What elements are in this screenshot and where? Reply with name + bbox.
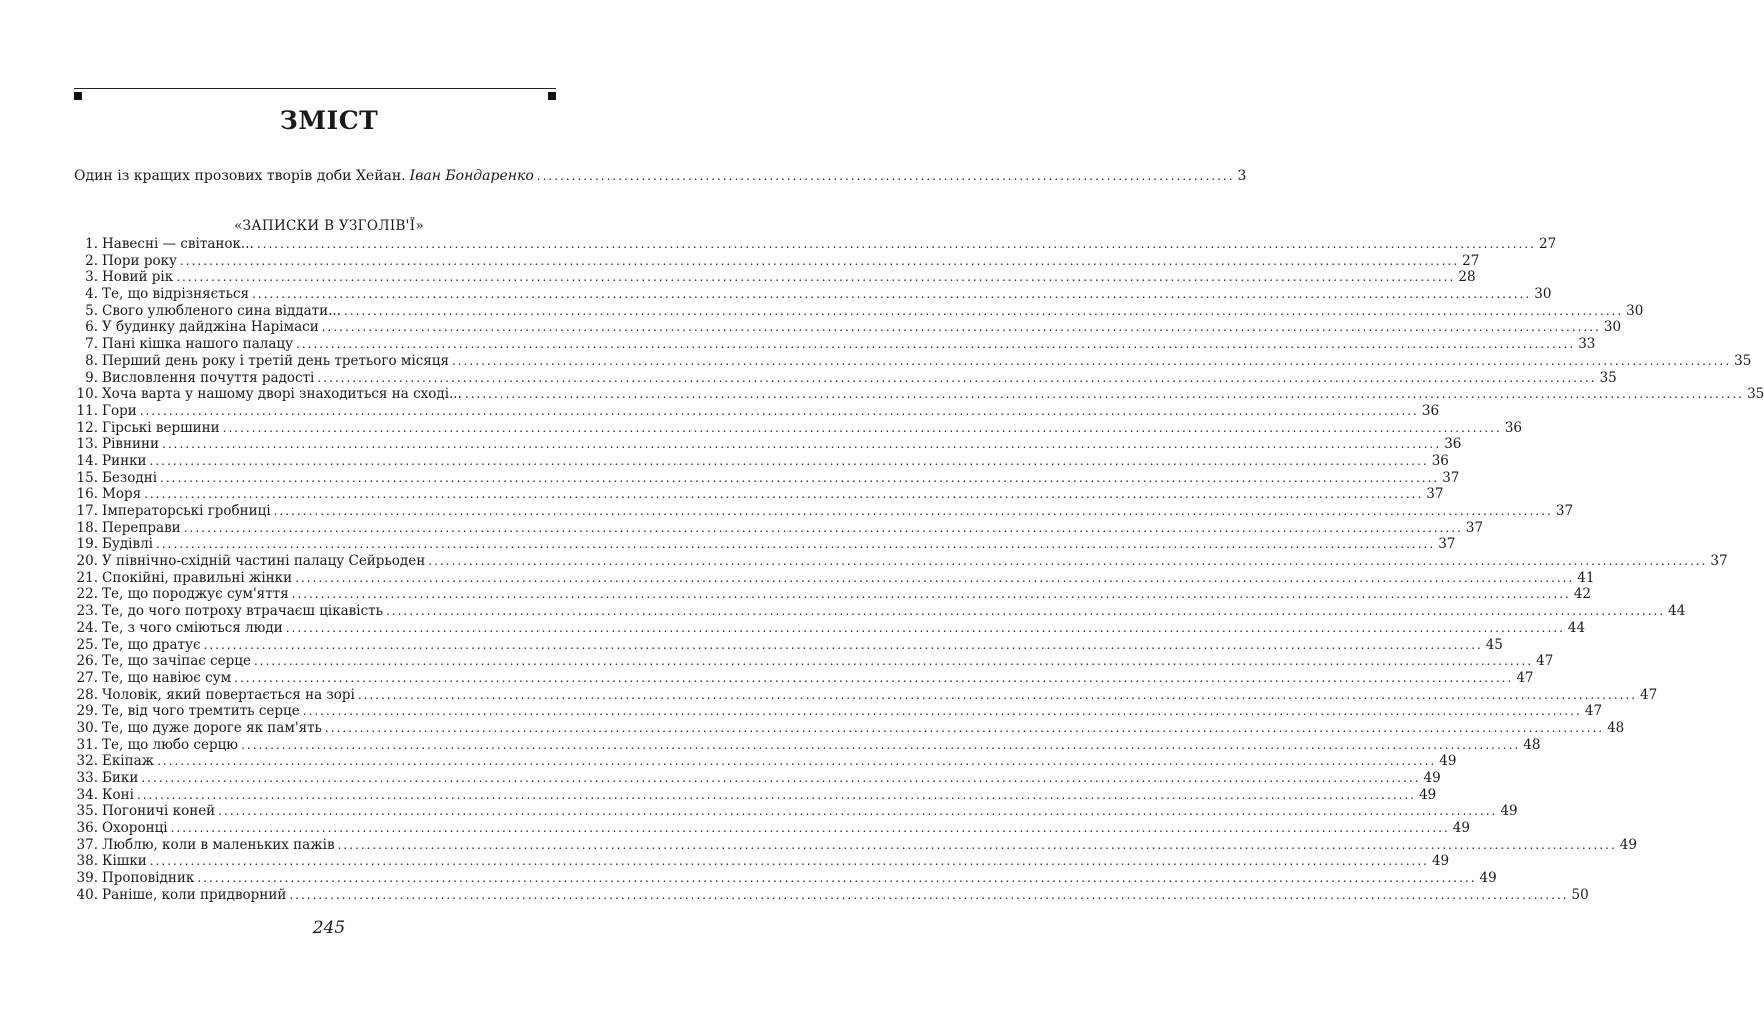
- dot-leader: ............................................................................................................................................................................................................................: [203, 637, 1483, 652]
- dot-leader: ............................................................................................................................................................................................................................: [136, 787, 1417, 802]
- toc-entry: [74, 419, 1523, 437]
- toc-entry: [74, 269, 1476, 286]
- entry-title: Екіпаж: [102, 753, 155, 770]
- entry-page: 30: [1534, 286, 1552, 303]
- entry-number: 24.: [76, 619, 98, 636]
- left-square-ornament: [74, 92, 82, 100]
- toc-list: [74, 236, 1764, 904]
- toc-entry: [74, 553, 1728, 570]
- entry-title: Бики: [102, 770, 139, 786]
- dot-leader: ............................................................................................................................................................................................................................: [343, 303, 1624, 318]
- entry-title: Хоча варта у нашому дворі знаходиться на сході...: [102, 386, 462, 403]
- entry-page: 36: [1504, 419, 1523, 436]
- entry-page: 42: [1573, 586, 1592, 603]
- entry-number: 37.: [76, 836, 98, 853]
- toc-entry: [74, 352, 1752, 370]
- entry-title: Те, що породжує сум'яття: [102, 586, 289, 603]
- dot-leader: ............................................................................................................................................................................................................................: [296, 337, 1576, 352]
- toc-entry: [74, 386, 1764, 403]
- toc-entry: [74, 770, 1441, 787]
- toc-entry: [74, 703, 1603, 720]
- entry-page: 49: [1500, 803, 1518, 820]
- toc-entry: [74, 603, 1686, 620]
- dot-leader: ............................................................................................................................................................................................................................: [179, 253, 1460, 268]
- entry-title: Будівлі: [102, 536, 153, 553]
- entry-number: 20.: [76, 553, 98, 570]
- entry-page: 37: [1442, 469, 1460, 486]
- dot-leader: ............................................................................................................................................................................................................................: [451, 353, 1732, 368]
- entry-title: Моря: [102, 486, 142, 503]
- entry-title: Висловлення почуття радості: [102, 369, 315, 386]
- entry-number: 26.: [76, 653, 98, 670]
- entry-page: 47: [1516, 669, 1534, 686]
- section-title: «ЗАПИСКИ В УЗГОЛІВ'Ї»: [234, 218, 424, 234]
- entry-title: Імператорські гробниці: [102, 503, 271, 519]
- entry-number: 23.: [76, 603, 98, 620]
- entry-number: 8.: [85, 352, 98, 369]
- entry-number: 35.: [76, 803, 98, 820]
- entry-title: Погоничі коней: [102, 803, 216, 820]
- entry-title: Коні: [102, 786, 134, 803]
- toc-entry: [74, 836, 1637, 854]
- entry-page: 49: [1423, 770, 1441, 786]
- dot-leader: ............................................................................................................................................................................................................................: [289, 887, 1569, 902]
- entry-number: 31.: [76, 736, 98, 753]
- entry-page: 37: [1438, 536, 1456, 553]
- header-rule: [74, 88, 556, 89]
- entry-number: 2.: [85, 252, 98, 269]
- toc-entry: [74, 469, 1460, 487]
- entry-number: 1.: [85, 236, 98, 252]
- entry-title: Перший день року і третій день третього місяця: [102, 352, 449, 369]
- dot-leader: ............................................................................................................................................................................................................................: [285, 620, 1565, 635]
- toc-entry: [74, 236, 1557, 253]
- entry-title: Те, що любо серцю: [102, 736, 239, 753]
- dot-leader: ............................................................................................................................................................................................................................: [302, 704, 1582, 719]
- entry-page: 36: [1421, 402, 1440, 419]
- entry-title: Спокійні, правильні жінки: [102, 569, 293, 586]
- entry-number: 21.: [76, 569, 98, 586]
- entry-number: 32.: [76, 753, 98, 770]
- dot-leader: ............................................................................................................................................................................................................................: [273, 504, 1553, 518]
- toc-entry: [74, 636, 1503, 654]
- toc-entry: [74, 336, 1596, 353]
- dot-leader: ............................................................................................................................................................................................................................: [464, 387, 1745, 402]
- toc-entry: [74, 503, 1574, 520]
- entry-page: 47: [1536, 653, 1554, 670]
- toc-entry: [74, 686, 1658, 704]
- dot-leader: ............................................................................................................................................................................................................................: [197, 871, 1477, 886]
- entry-page: 48: [1523, 736, 1541, 753]
- entry-number: 15.: [76, 469, 98, 486]
- toc-entry: [74, 786, 1437, 804]
- entry-title: Те, що відрізняється: [102, 286, 250, 303]
- entry-number: 36.: [76, 820, 98, 837]
- dot-leader: ............................................................................................................................................................................................................................: [141, 771, 1421, 785]
- dot-leader: ............................................................................................................................................................................................................................: [357, 687, 1638, 702]
- dot-leader: ............................................................................................................................................................................................................................: [321, 320, 1601, 335]
- entry-title: Те, що зачіпає серце: [102, 653, 251, 670]
- dot-leader: ............................................................................................................................................................................................................................: [157, 754, 1437, 769]
- intro-page: 3: [1237, 168, 1247, 184]
- dot-leader: ........................................................................................................................: [536, 169, 1235, 183]
- entry-page: 37: [1465, 519, 1484, 536]
- entry-page: 37: [1710, 553, 1728, 570]
- toc-entry: [74, 486, 1444, 503]
- entry-number: 30.: [76, 719, 98, 736]
- dot-leader: ............................................................................................................................................................................................................................: [295, 570, 1575, 585]
- toc-entry: [74, 669, 1534, 687]
- entry-title: У будинку дайджіна Нарімаси: [102, 319, 319, 336]
- entry-number: 7.: [85, 336, 98, 353]
- entry-page: 35: [1747, 386, 1764, 403]
- entry-title: Пори року: [102, 252, 177, 269]
- entry-title: Те, що навіює сум: [102, 669, 232, 686]
- entry-page: 49: [1479, 870, 1497, 887]
- entry-page: 27: [1539, 236, 1557, 252]
- entry-title: Проповідник: [102, 870, 195, 887]
- toc-entry: [74, 886, 1589, 904]
- entry-title: Рівнини: [102, 436, 159, 453]
- entry-page: 49: [1452, 820, 1470, 837]
- entry-number: 9.: [85, 369, 98, 386]
- toc-entry: [74, 719, 1625, 737]
- entry-number: 38.: [76, 853, 98, 870]
- dot-leader: ............................................................................................................................................................................................................................: [160, 470, 1440, 485]
- dot-leader: ............................................................................................................................................................................................................................: [144, 487, 1424, 502]
- entry-number: 14.: [76, 452, 98, 469]
- dot-leader: ............................................................................................................................................................................................................................: [291, 587, 1571, 602]
- entry-page: 49: [1419, 786, 1437, 803]
- entry-number: 11.: [76, 402, 98, 419]
- entry-title: Кішки: [102, 853, 147, 870]
- entry-title: Те, до чого потроху втрачаєш цікавість: [102, 603, 383, 620]
- toc-entry: [74, 653, 1554, 670]
- dot-leader: ............................................................................................................................................................................................................................: [234, 670, 1514, 685]
- entry-number: 3.: [85, 269, 98, 286]
- dot-leader: ............................................................................................................................................................................................................................: [156, 537, 1436, 552]
- dot-leader: ............................................................................................................................................................................................................................: [256, 237, 1536, 251]
- entry-number: 34.: [76, 786, 98, 803]
- toc-entry: [74, 870, 1497, 887]
- entry-page: 49: [1619, 836, 1637, 853]
- toc-entry: [74, 619, 1586, 637]
- entry-title: Те, що дратує: [102, 636, 201, 653]
- intro-entry: [74, 168, 1247, 184]
- entry-page: 37: [1555, 503, 1574, 519]
- entry-page: 47: [1584, 703, 1603, 720]
- entry-number: 16.: [76, 486, 98, 503]
- entry-number: 5.: [85, 302, 98, 319]
- toc-entry: [74, 803, 1518, 820]
- entry-page: 44: [1567, 619, 1586, 636]
- dot-leader: ............................................................................................................................................................................................................................: [176, 270, 1456, 285]
- toc-entry: [74, 252, 1480, 270]
- entry-number: 4.: [85, 286, 98, 303]
- dot-leader: ............................................................................................................................................................................................................................: [149, 854, 1429, 869]
- entry-page: 33: [1578, 336, 1596, 353]
- toc-entry: [74, 402, 1440, 420]
- entry-page: 35: [1599, 369, 1617, 386]
- page-title: ЗМІСТ: [279, 106, 379, 135]
- entry-page: 37: [1426, 486, 1444, 503]
- entry-number: 28.: [76, 686, 98, 703]
- toc-entry: [74, 753, 1457, 770]
- dot-leader: ............................................................................................................................................................................................................................: [385, 604, 1666, 619]
- dot-leader: ............................................................................................................................................................................................................................: [183, 520, 1463, 535]
- entry-title: Охоронці: [102, 820, 168, 837]
- dot-leader: ............................................................................................................................................................................................................................: [252, 287, 1532, 302]
- entry-page: 36: [1444, 436, 1462, 453]
- entry-number: 25.: [76, 636, 98, 653]
- entry-title: Свого улюбленого сина віддати...: [102, 302, 341, 319]
- entry-number: 18.: [76, 519, 98, 536]
- entry-title: Новий рік: [102, 269, 174, 286]
- entry-title: Раніше, коли придворний: [102, 886, 287, 903]
- dot-leader: ............................................................................................................................................................................................................................: [241, 737, 1521, 752]
- entry-number: 40.: [76, 886, 98, 903]
- dot-leader: ............................................................................................................................................................................................................................: [253, 654, 1534, 669]
- entry-title: Пані кішка нашого палацу: [102, 336, 294, 353]
- entry-page: 50: [1571, 886, 1589, 903]
- entry-page: 30: [1603, 319, 1622, 336]
- entry-page: 49: [1439, 753, 1457, 770]
- entry-title: Безодні: [102, 469, 158, 486]
- toc-entry: [74, 853, 1450, 870]
- entry-page: 45: [1485, 636, 1503, 653]
- entry-title: Гірські вершини: [102, 419, 220, 436]
- entry-title: Навесні — світанок...: [102, 236, 254, 252]
- toc-entry: [74, 569, 1595, 587]
- entry-page: 44: [1668, 603, 1686, 620]
- entry-title: Те, від чого тремтить серце: [102, 703, 300, 720]
- dot-leader: ............................................................................................................................................................................................................................: [317, 370, 1597, 385]
- entry-number: 19.: [76, 536, 98, 553]
- page-number: 245: [312, 918, 346, 938]
- entry-page: 41: [1577, 569, 1595, 586]
- entry-page: 47: [1640, 686, 1658, 703]
- dot-leader: ............................................................................................................................................................................................................................: [337, 837, 1617, 852]
- entry-page: 48: [1607, 719, 1625, 736]
- entry-number: 39.: [76, 870, 98, 887]
- entry-title: Те, з чого сміються люди: [102, 619, 283, 636]
- entry-title: Ринки: [102, 452, 147, 469]
- toc-entry: [74, 369, 1617, 387]
- entry-title: Чоловік, який повертається на зорі: [102, 686, 355, 703]
- entry-number: 22.: [76, 586, 98, 603]
- entry-number: 29.: [76, 703, 98, 720]
- entry-page: 49: [1431, 853, 1450, 870]
- dot-leader: ............................................................................................................................................................................................................................: [324, 720, 1605, 735]
- entry-number: 12.: [76, 419, 98, 436]
- dot-leader: ............................................................................................................................................................................................................................: [170, 821, 1450, 836]
- entry-page: 30: [1626, 302, 1644, 319]
- entry-page: 35: [1734, 352, 1752, 369]
- entry-title: У північно-східній частині палацу Сейрьоден: [102, 553, 426, 570]
- entry-title: Те, що дуже дороге як пам'ять: [102, 719, 322, 736]
- toc-entry: [74, 736, 1541, 754]
- dot-leader: ............................................................................................................................................................................................................................: [162, 437, 1442, 452]
- entry-page: 36: [1431, 452, 1449, 469]
- entry-title: Переправи: [102, 519, 181, 536]
- entry-number: 6.: [85, 319, 98, 336]
- dot-leader: ............................................................................................................................................................................................................................: [218, 804, 1498, 819]
- entry-number: 10.: [76, 386, 98, 403]
- toc-entry: [74, 286, 1552, 303]
- toc-entry: [74, 820, 1470, 837]
- entry-number: 33.: [76, 770, 98, 786]
- toc-entry: [74, 536, 1456, 553]
- intro-text: Один із кращих прозових творів доби Хейан.: [74, 168, 406, 184]
- dot-leader: ............................................................................................................................................................................................................................: [149, 453, 1429, 468]
- entry-number: 17.: [76, 503, 98, 519]
- intro-author: Іван Бондаренко: [409, 168, 534, 184]
- entry-number: 13.: [76, 436, 98, 453]
- toc-entry: [74, 586, 1592, 603]
- dot-leader: ............................................................................................................................................................................................................................: [139, 403, 1419, 418]
- dot-leader: ............................................................................................................................................................................................................................: [428, 554, 1708, 569]
- entry-title: Гори: [102, 402, 137, 419]
- toc-entry: [74, 519, 1484, 537]
- toc-entry: [74, 436, 1462, 453]
- toc-entry: [74, 452, 1449, 470]
- toc-entry: [74, 302, 1644, 320]
- entry-page: 27: [1462, 252, 1480, 269]
- entry-number: 27.: [76, 669, 98, 686]
- dot-leader: ............................................................................................................................................................................................................................: [222, 420, 1502, 435]
- toc-entry: [74, 319, 1622, 336]
- entry-page: 28: [1458, 269, 1476, 286]
- right-square-ornament: [548, 92, 556, 100]
- entry-title: Люблю, коли в маленьких пажів: [102, 836, 335, 853]
